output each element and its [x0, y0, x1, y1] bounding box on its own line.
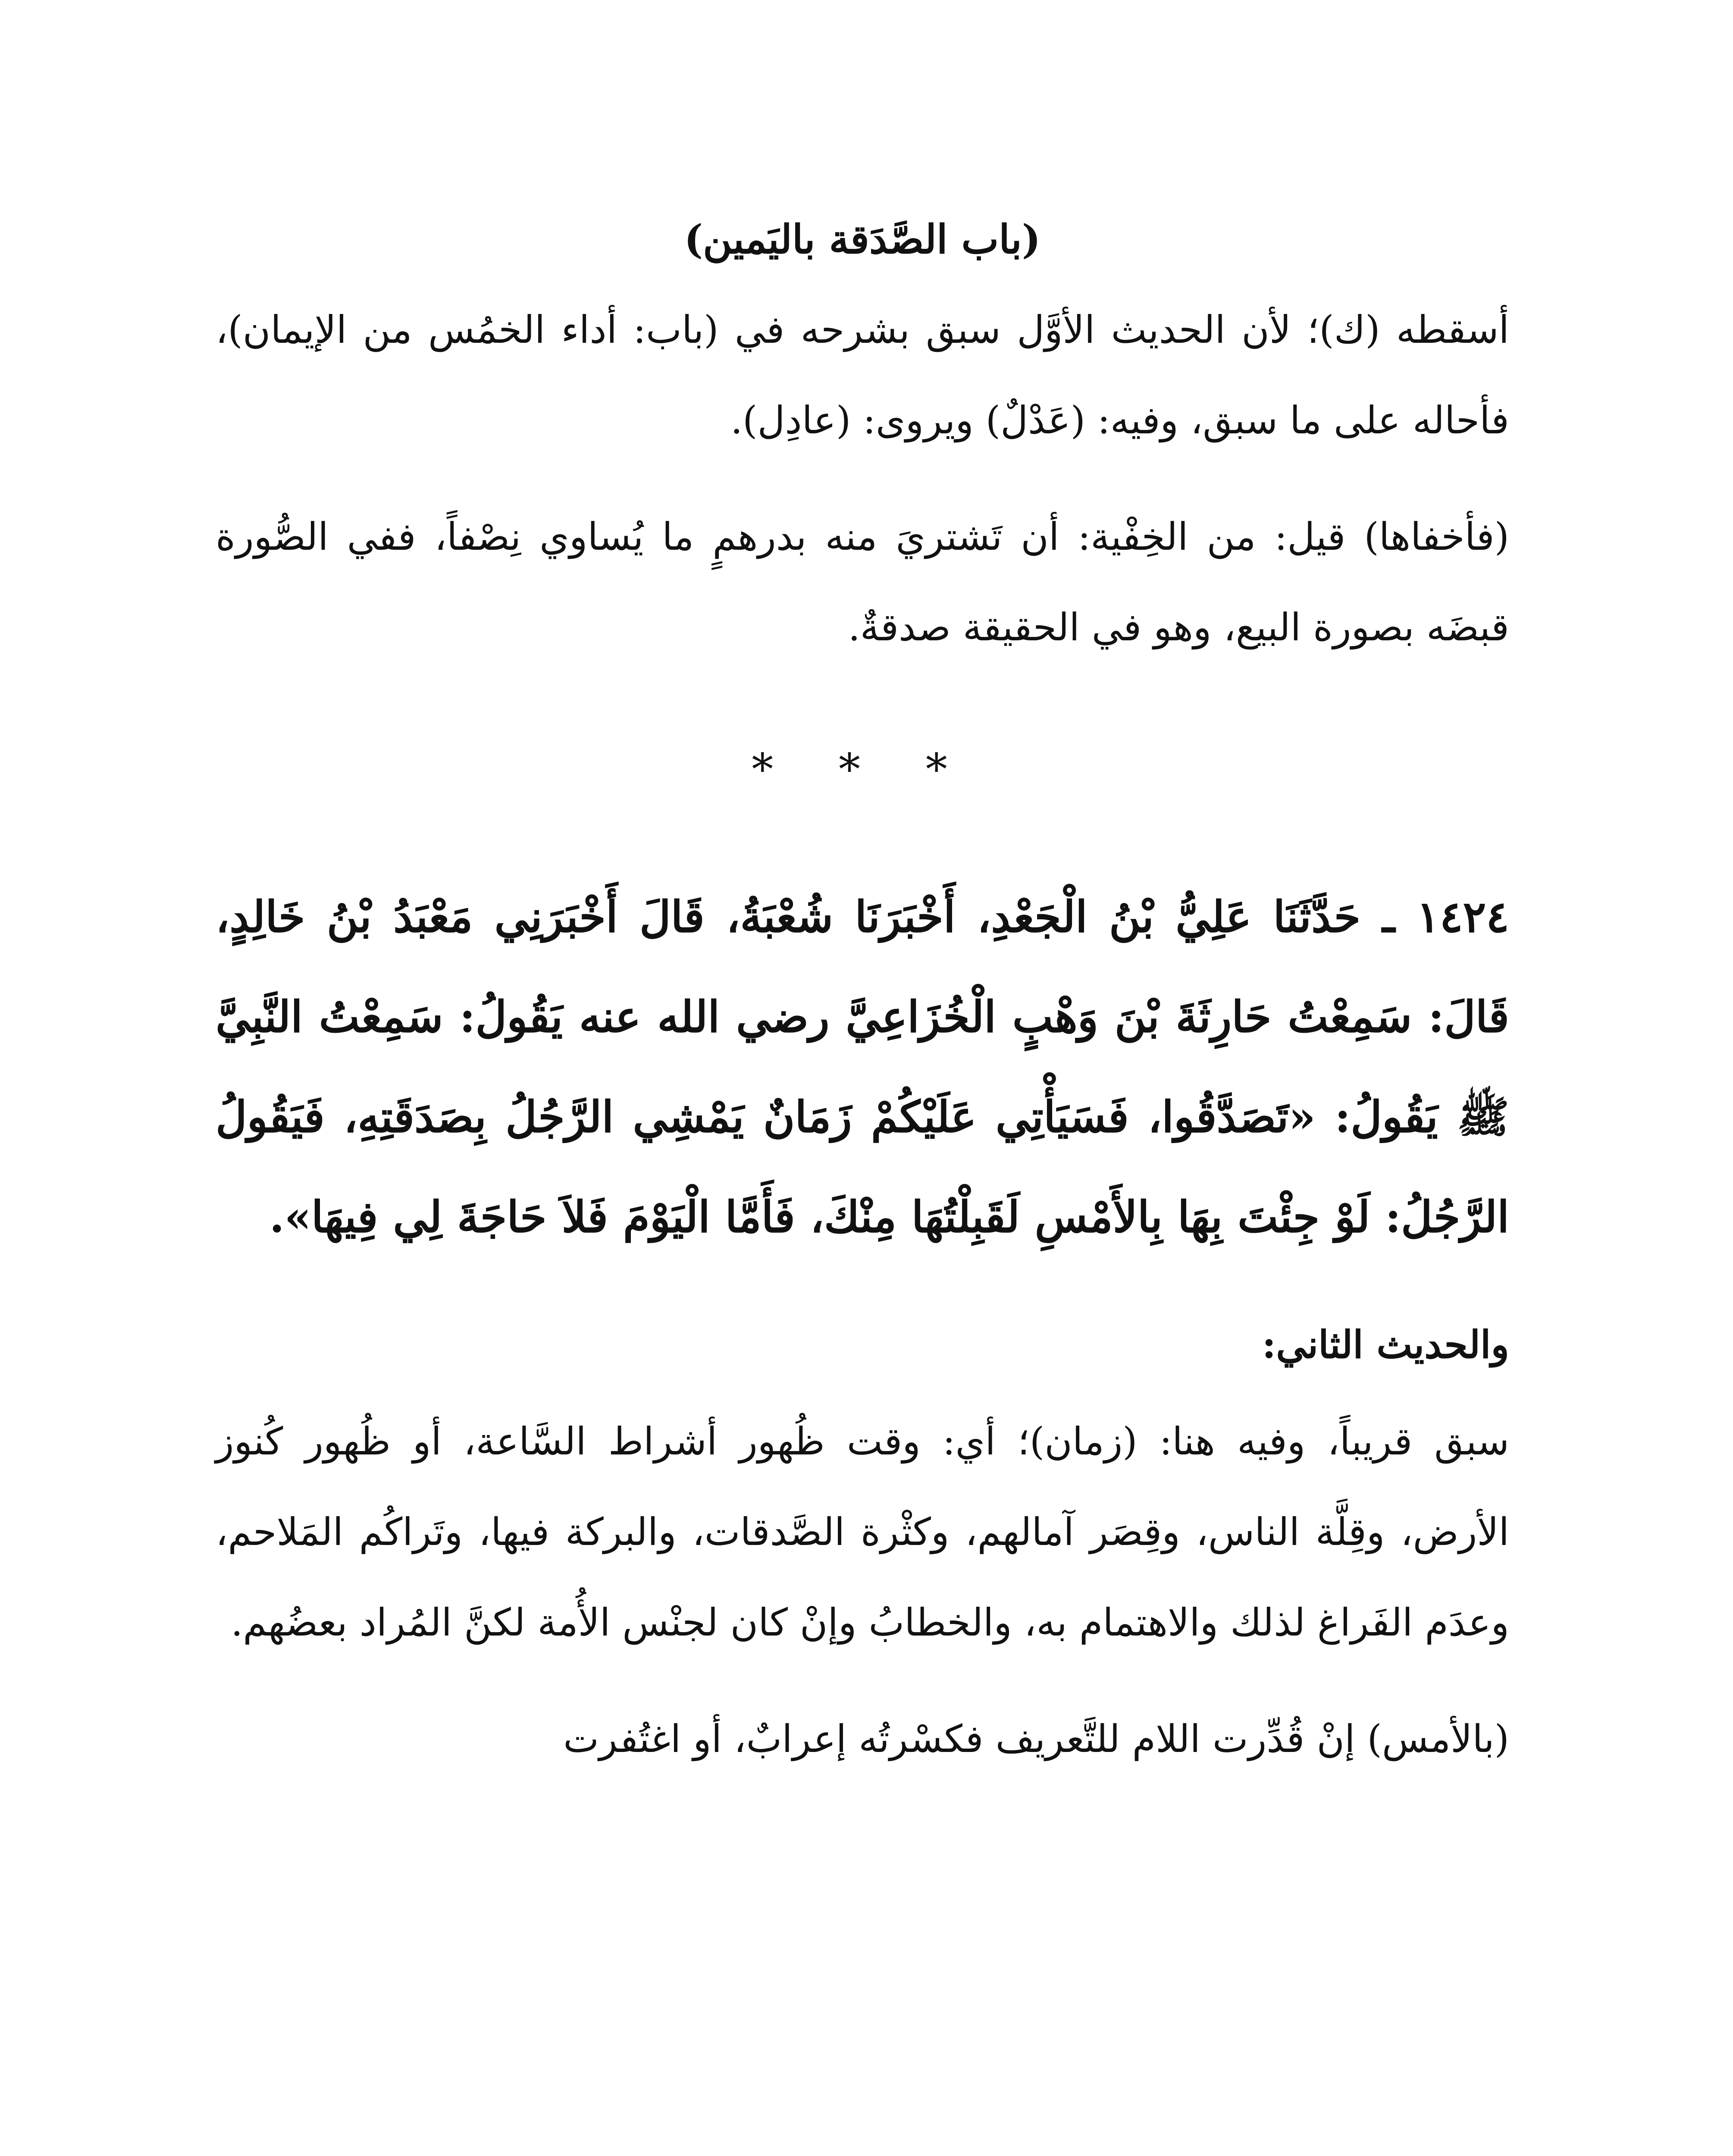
commentary-paragraph-2: (فأخفاها) قيل: من الخِفْية: أن تَشتريَ منه بدرهمٍ ما يُساوي نِصْفاً، ففي الصُّورة قبضَه بصورة البيع، وهو في الحقيقة صدقةٌ.	[216, 514, 1509, 649]
book-page	[216, 207, 1509, 2156]
commentary-heading: والحديث الثاني:	[1262, 1322, 1509, 1367]
commentary-paragraph-4: (بالأمس) إنْ قُدِّرت اللام للتَّعريف فكسْرتُه إعرابٌ، أو اغتُفرت	[563, 1717, 1509, 1761]
commentary-paragraph-3: سبق قريباً، وفيه هنا: (زمان)؛ أي: وقت ظُهور أشراط السَّاعة، أو ظُهور كُنوز الأرض، وقِلَّة الناس، وقِصَر آمالهم، وكثْرة الصَّدقات، والبركة فيها، وتَراكُم المَلاحم، وعدَم الفَراغ لذلك والاهتمام به، والخطابُ وإنْ كان لجنْس الأُمة لكنَّ المُراد بعضُهم.	[216, 1419, 1509, 1645]
hadith-text: ١٤٢٤ ـ حَدَّثَنَا عَلِيُّ بْنُ الْجَعْدِ، أَخْبَرَنَا شُعْبَةُ، قَالَ أَخْبَرَنِي مَعْبَدُ بْنُ خَالِدٍ، قَالَ: سَمِعْتُ حَارِثَةَ بْنَ وَهْبٍ الْخُزَاعِيَّ رضي الله عنه يَقُولُ: سَمِعْتُ النَّبِيَّ ﷺ يَقُولُ: «تَصَدَّقُوا، فَسَيَأْتِي عَلَيْكُمْ زَمَانٌ يَمْشِي الرَّجُلُ بِصَدَقَتِهِ، فَيَقُولُ الرَّجُلُ: لَوْ جِئْتَ بِهَا بِالأَمْسِ لَقَبِلْتُهَا مِنْكَ، فَأَمَّا الْيَوْمَ فَلاَ حَاجَةَ لِي فِيهَا».	[216, 891, 1509, 1242]
section-title: (باب الصَّدَقة باليَمين)	[684, 216, 1041, 263]
commentary-paragraph-1: أسقطه (ك)؛ لأن الحديث الأوَّل سبق بشرحه في (باب: أداء الخمُس من الإيمان)، فأحاله على ما سبق، وفيه: (عَدْلٌ) ويروى: (عادِل).	[216, 307, 1509, 442]
separator-stars: * * *	[752, 744, 973, 795]
